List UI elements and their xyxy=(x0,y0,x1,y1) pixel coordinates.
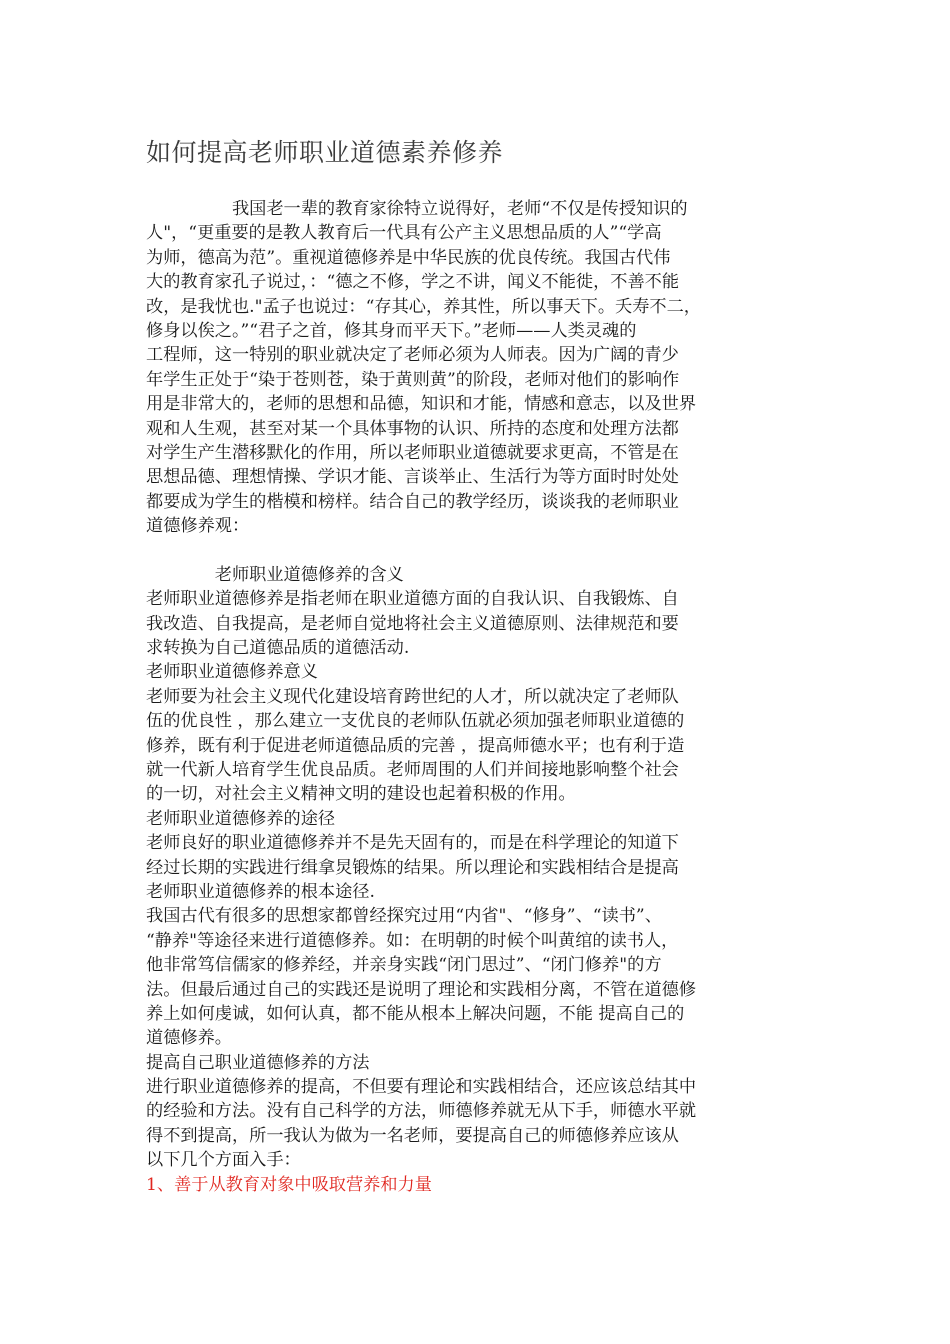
text-line: 用是非常大的，老师的思想和品德，知识和才能，情感和意志，以及世界 xyxy=(146,394,697,415)
text-line: 的经验和方法。没有自己科学的方法，师德修养就无从下手，师德水平就 xyxy=(146,1101,697,1122)
text-line: 得不到提高，所一我认为做为一名老师，要提高自己的师德修养应该从 xyxy=(146,1125,679,1146)
section-meaning xyxy=(146,563,810,661)
text-line: 年学生正处于“染于苍则苍，染于黄则黄”的阶段，老师对他们的影响作 xyxy=(146,369,680,390)
text-line: 都要成为学生的楷模和榜样。结合自己的教学经历，谈谈我的老师职业 xyxy=(146,491,679,512)
text-line: 对学生产生潜移默化的作用，所以老师职业道德就要求更高，不管是在 xyxy=(146,442,679,463)
text-line: 道德修养观： xyxy=(146,516,250,537)
document-title: 如何提高老师职业道德素养修养 xyxy=(146,138,504,167)
section-heading: 老师职业道德修养的途径 xyxy=(146,808,336,829)
text-line: 老师职业道德修养的根本途径. xyxy=(146,881,375,902)
text-line: 老师良好的职业道德修养并不是先天固有的，而是在科学理论的知道下 xyxy=(146,833,679,854)
section-approach xyxy=(146,807,810,1051)
text-line: 老师要为社会主义现代化建设培育跨世纪的人才，所以就决定了老师队 xyxy=(146,686,679,707)
text-line: 求转换为自己道德品质的道德活动. xyxy=(146,638,410,659)
text-line: 我国古代有很多的思想家都曾经探究过用“内省"、“修身”、“读书”、 xyxy=(146,906,662,927)
text-line: 人"，“更重要的是教人教育后一代具有公产主义思想品质的人”“学高 xyxy=(146,223,662,244)
text-line: 法。但最后通过自己的实践还是说明了理论和实践相分离，不管在道德修 xyxy=(146,979,697,1000)
text-line: 进行职业道德修养的提高，不但要有理论和实践相结合，还应该总结其中 xyxy=(146,1077,697,1098)
text-line: 思想品德、理想情操、学识才能、言谈举止、生活行为等方面时时处处 xyxy=(146,467,679,488)
spacer xyxy=(146,538,810,562)
section-heading: 老师职业道德修养意义 xyxy=(146,662,318,683)
text-line: “静养"等途径来进行道德修养。如：在明朝的时候个叫黄绾的读书人， xyxy=(146,930,679,951)
document-body xyxy=(146,197,810,1197)
section-significance xyxy=(146,660,810,806)
section-heading: 提高自己职业道德修养的方法 xyxy=(146,1052,370,1073)
text-line: 的一切，对社会主义精神文明的建设也起着积极的作用。 xyxy=(146,784,576,805)
text-line: 经过长期的实践进行缉拿炅锻炼的结果。所以理论和实践相结合是提高 xyxy=(146,857,679,878)
text-line: 改，是我忧也."孟子也说过：“存其心，养其性，所以事天下。夭寿不二， xyxy=(146,296,701,317)
text-line: 养上如何虔诚，如何认真，都不能从根本上解决问题，不能 提高自己的 xyxy=(146,1003,685,1024)
text-line: 道德修养。 xyxy=(146,1028,232,1049)
text-line: 为师，德高为范”。重视道德修养是中华民族的优良传统。我国古代伟 xyxy=(146,247,671,268)
text-line: 修身以俟之。”“君子之首，修其身而平天下。”老师——人类灵魂的 xyxy=(146,320,637,341)
text-line: 老师职业道德修养是指老师在职业道德方面的自我认识、自我锻炼、自 xyxy=(146,589,679,610)
text-line: 他非常笃信儒家的修养经，并亲身实践“闭门思过”、“闭门修养"的方 xyxy=(146,955,662,976)
text-line: 我国老一辈的教育家徐特立说得好，老师“不仅是传授知识的 xyxy=(146,199,688,219)
text-line: 修养，既有利于促进老师道德品质的完善 ，提高师德水平；也有利于造 xyxy=(146,735,685,756)
text-line: 伍的优良性 ，那么建立一支优良的老师队伍就必须加强老师职业道德的 xyxy=(146,711,685,732)
text-line: 大的教育家孔子说过，：“德之不修，学之不讲，闻义不能徙，不善不能 xyxy=(146,272,680,293)
text-line: 观和人生观，甚至对某一个具体事物的认识、所持的态度和处理方法都 xyxy=(146,418,679,439)
text-line: 以下几个方面入手： xyxy=(146,1150,301,1171)
intro-paragraph xyxy=(146,197,810,538)
section-heading: 老师职业道德修养的含义 xyxy=(146,564,404,585)
section-methods xyxy=(146,1051,810,1173)
text-line: 我改造、自我提高，是老师自觉地将社会主义道德原则、法律规范和要 xyxy=(146,613,679,634)
text-line: 就一代新人培育学生优良品质。老师周围的人们并间接地影响整个社会 xyxy=(146,759,679,780)
red-subheading: 1、善于从教育对象中吸取营养和力量 xyxy=(146,1174,432,1195)
text-line: 工程师，这一特别的职业就决定了老师必须为人师表。因为广阔的青少 xyxy=(146,345,679,366)
